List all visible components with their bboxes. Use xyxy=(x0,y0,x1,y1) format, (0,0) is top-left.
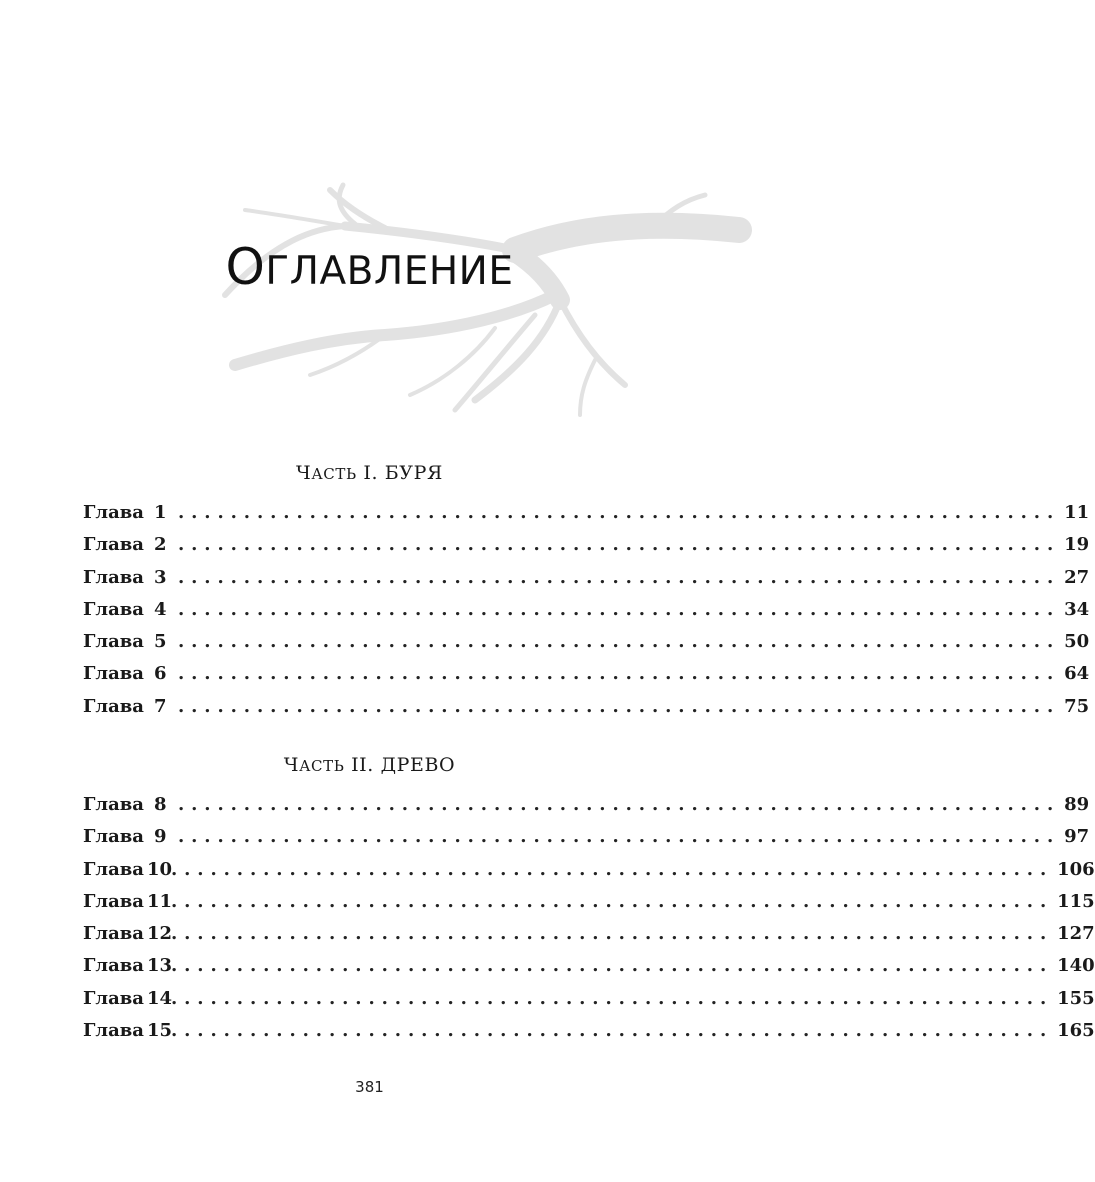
chapter-number: 15 xyxy=(146,1020,173,1042)
chapter-label: Глава xyxy=(83,1020,144,1042)
page-number: 97 xyxy=(1064,826,1090,848)
title-first-letter: О xyxy=(225,238,266,296)
toc-row[interactable] xyxy=(83,890,1095,923)
chapter-number: 1 xyxy=(153,502,167,523)
page-number: 89 xyxy=(1064,794,1090,815)
page-folio-number: 381 xyxy=(355,1078,384,1096)
chapter-number: 11 xyxy=(146,890,173,912)
dot-leader: ................................................................... xyxy=(177,695,1061,717)
dot-leader: ................................................................... xyxy=(177,598,1061,620)
chapter-label: Глава xyxy=(83,631,144,653)
toc-row[interactable] xyxy=(83,955,1095,987)
dot-leader: ................................................................... xyxy=(170,890,1054,912)
chapter-label: Глава xyxy=(83,566,144,588)
page-number: 115 xyxy=(1057,890,1095,912)
page-number: 75 xyxy=(1064,695,1090,717)
part-heading-rest: II. ДРЕВО xyxy=(344,754,456,776)
chapter-number: 13 xyxy=(146,955,173,977)
dot-leader: ................................................................... xyxy=(170,955,1054,977)
dot-leader: ................................................................... xyxy=(177,631,1061,653)
toc-row[interactable] xyxy=(83,826,1090,858)
page-number: 34 xyxy=(1064,598,1090,620)
dot-leader: ................................................................... xyxy=(170,1020,1054,1042)
chapter-label: Глава xyxy=(83,794,144,815)
toc-row[interactable] xyxy=(83,502,1090,534)
dot-leader: ................................................................... xyxy=(177,794,1061,815)
chapter-number: 4 xyxy=(153,598,167,620)
toc-row[interactable] xyxy=(83,1020,1095,1052)
chapter-number: 3 xyxy=(153,566,167,588)
toc-part-2 xyxy=(83,794,1095,1052)
part-heading-cap: Ч xyxy=(296,462,312,484)
toc-row[interactable] xyxy=(83,695,1090,728)
page-number: 165 xyxy=(1057,1020,1095,1042)
chapter-label: Глава xyxy=(83,987,144,1009)
dot-leader: ................................................................... xyxy=(177,534,1061,556)
chapter-label: Глава xyxy=(83,826,144,848)
page-number: 27 xyxy=(1064,566,1090,588)
toc-row[interactable] xyxy=(83,566,1090,599)
part-heading xyxy=(0,462,739,484)
part-heading-rest: I. БУРЯ xyxy=(356,462,443,484)
chapter-label: Глава xyxy=(83,923,144,945)
chapter-number: 8 xyxy=(153,794,167,815)
dot-leader: ................................................................... xyxy=(177,502,1061,523)
part-heading-sc: АСТЬ xyxy=(299,757,345,775)
chapter-label: Глава xyxy=(83,858,144,880)
chapter-label: Глава xyxy=(83,663,144,685)
toc-row[interactable] xyxy=(83,858,1095,891)
page-number: 140 xyxy=(1057,955,1095,977)
part-heading xyxy=(0,754,739,776)
page-number: 19 xyxy=(1064,534,1090,556)
chapter-number: 9 xyxy=(153,826,167,848)
chapter-label: Глава xyxy=(83,695,144,717)
toc-row[interactable] xyxy=(83,987,1095,1020)
chapter-label: Глава xyxy=(83,598,144,620)
page-number: 50 xyxy=(1064,631,1090,653)
chapter-number: 7 xyxy=(153,695,167,717)
chapter-label: Глава xyxy=(83,502,144,523)
dot-leader: ................................................................... xyxy=(170,987,1054,1009)
page-number: 64 xyxy=(1064,663,1090,685)
page-title xyxy=(0,238,739,296)
page-number: 127 xyxy=(1057,923,1095,945)
toc-part-1 xyxy=(83,502,1090,728)
dot-leader: ................................................................... xyxy=(177,826,1061,848)
dot-leader: ................................................................... xyxy=(177,566,1061,588)
tree-branch-illustration xyxy=(215,180,739,420)
toc-row[interactable] xyxy=(83,534,1090,566)
part-heading-sc: АСТЬ xyxy=(311,465,357,483)
chapter-number: 12 xyxy=(146,923,173,945)
page-number: 11 xyxy=(1064,502,1090,523)
dot-leader: ................................................................... xyxy=(170,858,1054,880)
chapter-label: Глава xyxy=(83,890,144,912)
chapter-label: Глава xyxy=(83,955,144,977)
chapter-label: Глава xyxy=(83,534,144,556)
part-heading-cap: Ч xyxy=(283,754,300,776)
toc-row[interactable] xyxy=(83,794,1090,826)
chapter-number: 6 xyxy=(153,663,167,685)
chapter-number: 5 xyxy=(153,631,167,653)
page-number: 155 xyxy=(1057,987,1095,1009)
page-number: 106 xyxy=(1057,858,1095,880)
toc-row[interactable] xyxy=(83,598,1090,631)
dot-leader: ................................................................... xyxy=(177,663,1061,685)
chapter-number: 10 xyxy=(146,858,173,880)
toc-row[interactable] xyxy=(83,923,1095,955)
toc-row[interactable] xyxy=(83,663,1090,695)
chapter-number: 14 xyxy=(146,987,173,1009)
title-rest: ГЛАВЛЕНИЕ xyxy=(265,249,514,294)
chapter-number: 2 xyxy=(153,534,167,556)
toc-row[interactable] xyxy=(83,631,1090,663)
dot-leader: ................................................................... xyxy=(170,923,1054,945)
